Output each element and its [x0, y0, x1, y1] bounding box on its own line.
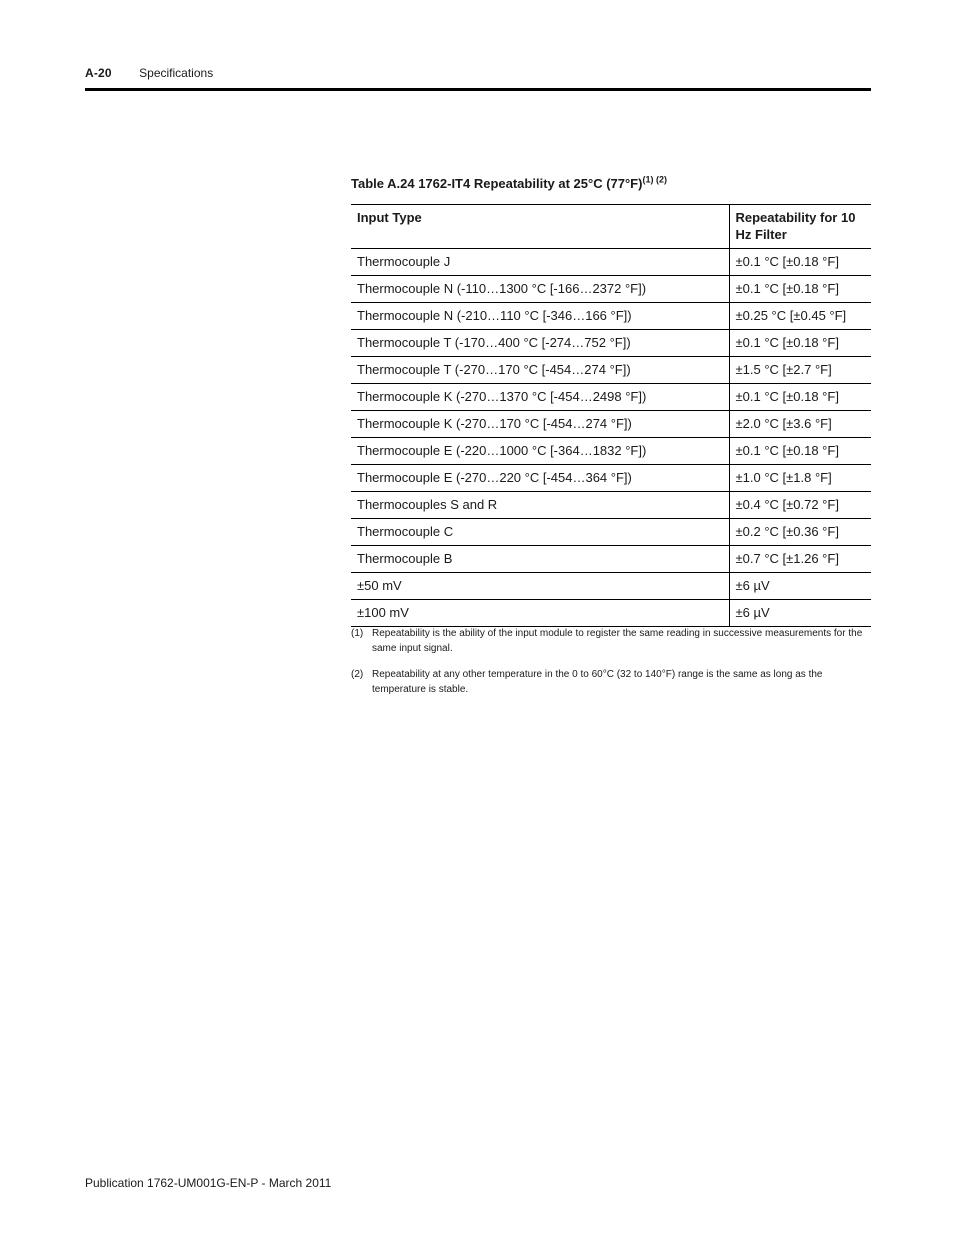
cell-input-type: Thermocouples S and R	[351, 492, 729, 519]
column-header-repeatability: Repeatability for 10 Hz Filter	[729, 205, 871, 249]
table-row	[351, 330, 871, 357]
table-header-row	[351, 205, 871, 249]
repeatability-table	[351, 204, 871, 627]
footnotes	[351, 626, 871, 708]
cell-input-type: Thermocouple J	[351, 249, 729, 276]
page-header	[85, 66, 213, 80]
footnote	[351, 626, 871, 656]
table-row	[351, 438, 871, 465]
table-row	[351, 519, 871, 546]
table-row	[351, 600, 871, 627]
cell-input-type: Thermocouple B	[351, 546, 729, 573]
table-caption	[351, 176, 667, 191]
cell-input-type: Thermocouple E (-220…1000 °C [-364…1832 °F])	[351, 438, 729, 465]
cell-repeatability: ±0.2 °C [±0.36 °F]	[729, 519, 871, 546]
table-row	[351, 276, 871, 303]
cell-repeatability: ±6 µV	[729, 573, 871, 600]
cell-repeatability: ±0.1 °C [±0.18 °F]	[729, 249, 871, 276]
table-caption-text: Table A.24 1762-IT4 Repeatability at 25°C (77°F)	[351, 176, 643, 191]
cell-repeatability: ±6 µV	[729, 600, 871, 627]
table-row	[351, 411, 871, 438]
footnote-text: Repeatability is the ability of the input module to register the same reading in successive measurements for the same input signal.	[372, 628, 863, 654]
cell-input-type: ±50 mV	[351, 573, 729, 600]
cell-input-type: Thermocouple K (-270…170 °C [-454…274 °F])	[351, 411, 729, 438]
table-row	[351, 546, 871, 573]
cell-repeatability: ±1.5 °C [±2.7 °F]	[729, 357, 871, 384]
footnote-text: Repeatability at any other temperature in the 0 to 60°C (32 to 140°F) range is the same as long as the temperature is stable.	[372, 669, 823, 695]
footnote-number: (2)	[351, 669, 364, 680]
cell-input-type: Thermocouple T (-270…170 °C [-454…274 °F])	[351, 357, 729, 384]
section-title: Specifications	[139, 66, 214, 80]
cell-repeatability: ±0.1 °C [±0.18 °F]	[729, 330, 871, 357]
cell-repeatability: ±0.1 °C [±0.18 °F]	[729, 438, 871, 465]
cell-input-type: Thermocouple C	[351, 519, 729, 546]
footnote	[351, 667, 871, 697]
footnote-number: (1)	[351, 628, 364, 639]
cell-input-type: Thermocouple K (-270…1370 °C [-454…2498 °F])	[351, 384, 729, 411]
table-row	[351, 249, 871, 276]
table-row	[351, 303, 871, 330]
cell-input-type: Thermocouple T (-170…400 °C [-274…752 °F])	[351, 330, 729, 357]
table-row	[351, 384, 871, 411]
page-footer: Publication 1762-UM001G-EN-P - March 2011	[85, 1176, 332, 1190]
cell-repeatability: ±1.0 °C [±1.8 °F]	[729, 465, 871, 492]
cell-repeatability: ±0.25 °C [±0.45 °F]	[729, 303, 871, 330]
cell-repeatability: ±0.1 °C [±0.18 °F]	[729, 384, 871, 411]
column-header-input-type: Input Type	[351, 205, 729, 249]
cell-repeatability: ±2.0 °C [±3.6 °F]	[729, 411, 871, 438]
cell-input-type: Thermocouple N (-110…1300 °C [-166…2372 °F])	[351, 276, 729, 303]
table-caption-refs: (1) (2)	[642, 174, 667, 185]
cell-input-type: Thermocouple E (-270…220 °C [-454…364 °F])	[351, 465, 729, 492]
cell-repeatability: ±0.1 °C [±0.18 °F]	[729, 276, 871, 303]
cell-input-type: Thermocouple N (-210…110 °C [-346…166 °F])	[351, 303, 729, 330]
cell-repeatability: ±0.4 °C [±0.72 °F]	[729, 492, 871, 519]
header-rule	[85, 88, 871, 91]
cell-repeatability: ±0.7 °C [±1.26 °F]	[729, 546, 871, 573]
page-number: A-20	[85, 66, 112, 80]
cell-input-type: ±100 mV	[351, 600, 729, 627]
table-row	[351, 357, 871, 384]
table-row	[351, 465, 871, 492]
table-row	[351, 492, 871, 519]
table-row	[351, 573, 871, 600]
